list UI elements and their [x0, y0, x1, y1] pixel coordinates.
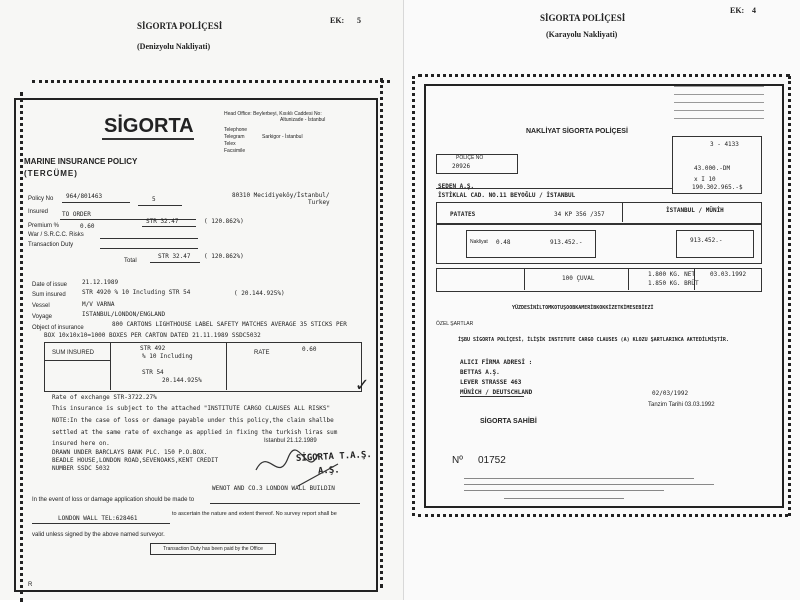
table-str: STR 492 [140, 345, 166, 352]
event-underline [210, 503, 360, 504]
right-top-subtitle: (Karayolu Nakliyati) [546, 30, 618, 39]
settled-line: settled at the same rate of exchange as applied in fixing the turkish liras sum [52, 429, 338, 436]
table-including: % 10 Including [142, 353, 193, 360]
right-dotted-top [418, 74, 790, 77]
insured-address-2: Turkey [308, 199, 330, 206]
subject-line: This insurance is subject to the attached "INSTITUTE CARGO CLAUSES ALL RISKS" [52, 405, 331, 412]
sum-insured-label: Sum insured [32, 292, 66, 298]
number-line: NUMBER SSDC 5032 [52, 465, 110, 472]
right-dotted-right [788, 76, 791, 516]
voyage-label: Voyage [32, 314, 53, 320]
serial-prefix: Nº [452, 455, 463, 466]
left-ek-number: 5 [357, 16, 361, 25]
left-top-subtitle: (Denizyolu Nakliyati) [137, 42, 211, 51]
event-line: In the event of loss or damage application should be made to [32, 497, 195, 503]
clause-line: İŞBU SİGORTA POLİÇESİ, İLİŞİK INSTITUTE CARGO CLAUSES (A) KLOZU ŞARTLARINCA AKTEDİLMİŞTİR. [458, 337, 729, 343]
table-sum-insured: SUM INSURED [52, 350, 95, 356]
telegram-value: Sarkigor - İstanbul [262, 134, 303, 140]
wenot-line: WENOT AND CO.3 LONDON WALL BUILDIN [212, 485, 335, 492]
signature-scribble-icon [248, 440, 358, 490]
table-str54: STR 54 [142, 369, 164, 376]
weight-gross: 1.850 KG. BRÜT [648, 280, 699, 287]
right-dotted-bottom [418, 514, 788, 517]
policy-no-underline [62, 202, 130, 203]
total-premium-box [676, 230, 754, 258]
rate-label: Nakliyat [470, 239, 488, 245]
object-value-2: BOX 10x10x10=1000 BOXES PER CARTON DATED 21.11.1989 SSDC5032 [44, 332, 261, 339]
transaction-duty-label: Transaction Duty [28, 242, 74, 248]
date-issue-label: Date of issue [32, 282, 68, 288]
facsimile-label: Facsimile [224, 148, 246, 154]
checkmark-icon: ✓ [356, 372, 369, 396]
telephone-label: Telephone [224, 127, 248, 133]
weight-net: 1.800 KG. NET [648, 271, 695, 278]
special-line: YÜZDESİNİLTOMKOTUŞOOBKAMERİBKOKKİZETKİMESEBİEZİ [512, 305, 654, 311]
insured-name: SEDEN A.Ş. [438, 183, 475, 190]
premium-label: Premium % [28, 223, 60, 229]
right-ek-label: EK: [730, 6, 745, 15]
police-no-label: POLİÇE NO [456, 155, 484, 161]
telex-label: Telex [224, 141, 236, 147]
policy-subtitle: (TERCÜME) [24, 169, 78, 178]
total-premium-value: 913.452.- [690, 237, 723, 244]
london-underline [32, 523, 170, 524]
head-office: Head Office: Beylerbeyi, Kısıklı Caddesi No: [224, 111, 322, 117]
fine-print-4 [504, 498, 624, 499]
holder-label: SİGORTA SAHİBİ [480, 418, 537, 425]
london-wall-line: LONDON WALL TEL:628461 [58, 515, 138, 522]
table-rate-value: 0.60 [302, 346, 317, 353]
note-line: NOTE:In the case of loss or damage payable under this policy,the claim shallbe [52, 417, 334, 424]
amount-2: 190.302.965.-$ [692, 184, 743, 191]
packages-divider-2 [628, 268, 629, 290]
insured-here-line: insured here on. [52, 440, 110, 447]
transaction-duty-underline [100, 248, 198, 249]
form-title: NAKLİYAT SİGORTA POLİÇESİ [526, 128, 628, 135]
policy-no-extra: 5 [152, 196, 156, 203]
left-top-title: SİGORTA POLİÇESİ [137, 21, 223, 31]
war-risks-underline [100, 238, 198, 239]
insured-address: İSTİKLAL CAD. NO.11 BEYOĞLU / İSTANBUL [438, 192, 576, 199]
amount-1: 43.000.-DM [694, 165, 731, 172]
premium-amount: STR 32.47 [146, 218, 179, 225]
table-header-line [44, 360, 110, 361]
head-office-2: Altunizade - İstanbul [280, 117, 326, 123]
total-underline [150, 262, 200, 263]
issue-date: 03.03.1992 [710, 271, 747, 278]
table-divider-1 [110, 342, 111, 390]
telegram-label: Telegram [224, 134, 245, 140]
voyage-value: ISTANBUL/LONDON/ENGLAND [82, 311, 166, 318]
amount-x: x I 10 [694, 176, 716, 183]
dotted-border-top [32, 80, 390, 83]
ref-no: 3 - 4133 [710, 141, 739, 148]
buyer-label: ALICI FİRMA ADRESİ : [460, 359, 533, 366]
right-dotted-left [412, 76, 415, 516]
vehicle-value: 34 KP 356 /357 [554, 211, 605, 218]
premium-value: 0.60 [80, 223, 95, 230]
vessel-value: M/V VARNA [82, 301, 115, 308]
buyer-city: MÜNİCH / DEUTSCHLAND [460, 389, 533, 396]
left-ek-label: EK: [330, 16, 345, 25]
tanzim-date: Tanzim Tarihi 03.03.1992 [648, 402, 715, 408]
police-no-value: 20926 [452, 163, 471, 170]
fine-print-3 [464, 490, 664, 491]
buyer-street: LEVER STRASSE 463 [460, 379, 522, 386]
goods-divider [622, 202, 623, 222]
footer-mark: R [28, 582, 33, 588]
object-value: 800 CARTONS LIGHTHOUSE LABEL SAFETY MATCHES AVERAGE 35 STICKS PER [112, 321, 347, 328]
sum-insured-value: STR 4920 % 10 Including STR 54 [82, 289, 191, 296]
fine-print-1 [464, 478, 694, 479]
goods-value: PATATES [450, 211, 476, 218]
fine-print-2 [464, 484, 714, 485]
vessel-label: Vessel [32, 303, 50, 309]
buyer-name: BETTAS A.Ş. [460, 369, 500, 376]
insured-value: TO ORDER [62, 211, 91, 218]
right-info-block [674, 80, 764, 126]
packages-divider-1 [524, 268, 525, 290]
policy-no-extra-underline [138, 205, 182, 206]
ascertain-line: to ascertain the nature and extent thereof. No survey report shall be [172, 511, 337, 517]
brand-logo: SİGORTA [104, 115, 194, 137]
table-tl: 20.144.925% [162, 377, 202, 384]
policy-no-label: Policy No [28, 196, 54, 202]
war-risks-label: War / S.R.C.C. Risks [28, 232, 84, 238]
policy-no-value: 964/801463 [66, 193, 103, 200]
route-value: İSTANBUL / MÜNİH [666, 207, 724, 214]
brand-underline [102, 138, 194, 140]
valid-line: valid unless signed by the above named surveyor. [32, 532, 165, 538]
exchange-rate-line: Rate of exchange STR-3722.27% [52, 394, 157, 401]
dotted-border-right [380, 78, 383, 588]
object-label: Object of insurance [32, 325, 84, 331]
right-top-title: SİGORTA POLİÇESİ [540, 13, 626, 23]
company-stamp: SİGORTA T.A.Ş. [295, 450, 373, 464]
insured-address: 80310 Mecidiyeköy/İstanbul/ [232, 192, 330, 199]
policy-title: MARINE INSURANCE POLICY [24, 157, 138, 166]
rate-value: 0.48 [496, 239, 511, 246]
right-document [404, 0, 800, 600]
transaction-duty-box: Transaction Duty has been paid by the Office [150, 543, 276, 555]
table-divider-2 [226, 342, 227, 390]
sum-insured-tl: ( 20.144.925%) [234, 290, 285, 297]
drawn-line: DRAWN UNDER BARCLAYS BANK PLC. 150 P.O.BOX. [52, 449, 208, 456]
premium-amount-underline [142, 226, 196, 227]
total-label: Total [124, 258, 137, 264]
city-date: 02/03/1992 [652, 390, 689, 397]
table-rate: RATE [254, 350, 270, 356]
ozel-label: ÖZEL ŞARTLAR [436, 321, 474, 327]
buyer-city-underline [460, 396, 524, 397]
serial-number: 01752 [478, 455, 506, 466]
insured-label: Insured [28, 209, 49, 215]
company-stamp-2: A.Ş. [317, 465, 340, 477]
beadle-line: BEADLE HOUSE,LONDON ROAD,SEVENOAKS,KENT CREDIT [52, 457, 219, 464]
istanbul-date: Istanbul 21.12.1989 [264, 438, 317, 444]
date-issue-value: 21.12.1989 [82, 279, 119, 286]
premium-tl: ( 120.862%) [204, 218, 244, 225]
packages-value: 100 ÇUVAL [562, 275, 595, 282]
total-amount: STR 32.47 [158, 253, 191, 260]
right-ek-number: 4 [752, 6, 756, 15]
premium-value: 913.452.- [550, 239, 583, 246]
total-tl: ( 120.862%) [204, 253, 244, 260]
